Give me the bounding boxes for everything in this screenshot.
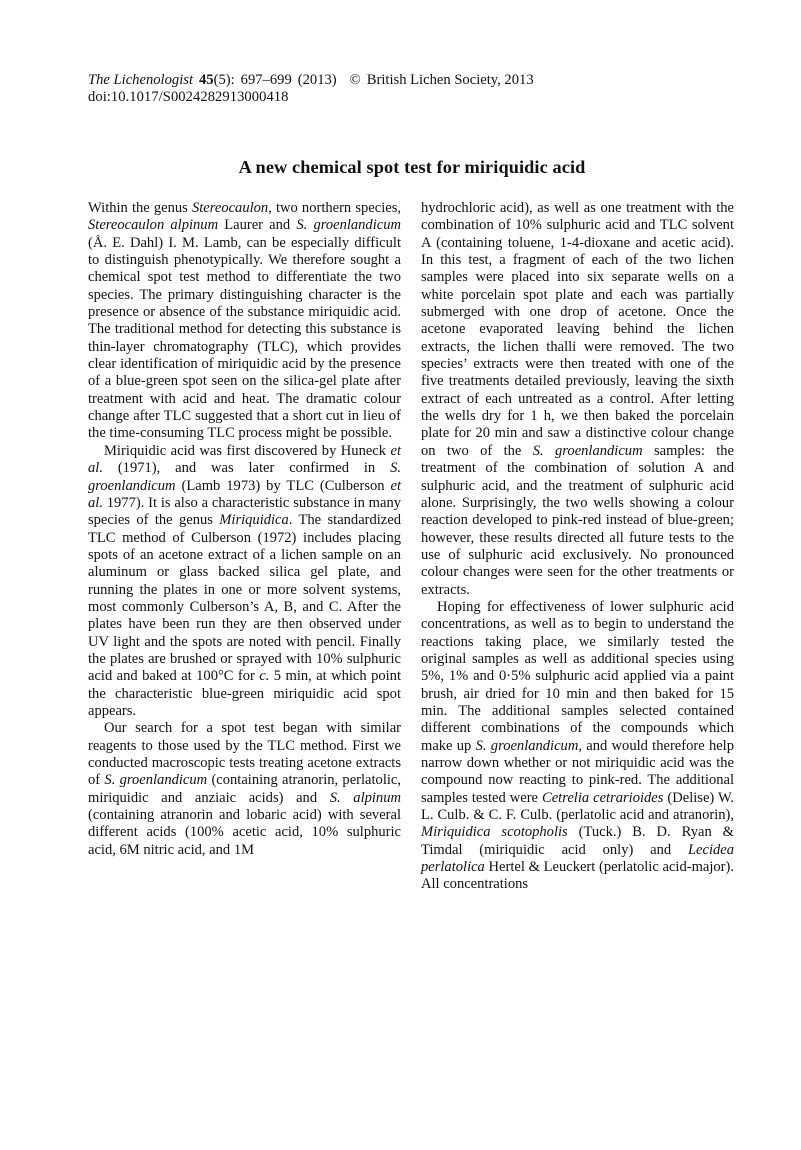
journal-citation-line — [88, 72, 736, 89]
journal-header — [88, 72, 736, 106]
journal-doi: doi:10.1017/S0024282913000418 — [88, 88, 289, 105]
journal-pages: 697–699 — [240, 72, 292, 88]
paragraph: Hoping for effectiveness of lower sulphuric acid concentrations, as well as to begin to understand the reactions taking place, we similarly tested the original samples as well as additional species using 5%, 1% and 0·5% sulphuric acid applied via a paint brush, air dried for 10 min and then baked for 15 min. The additional samples selected contained different combinations of the compounds which make up S. groenlandicum, and would therefore help narrow down whether or not miriquidic acid was the compound now reacting to pink-red. The additional samples tested were Cetrelia cetrarioides (Delise) W. L. Culb. & C. F. Culb. (perlatolic acid and atranorin), Miriquidica scotopholis (Tuck.) B. D. Ryan & Timdal (miriquidic acid only) and Lecidea perlatolica Hertel & Leuckert (perlatolic acid-major). All concentrations — [421, 598, 734, 893]
paragraph: Within the genus Stereocaulon, two northern species, Stereocaulon alpinum Laurer and S. groenlandicum (Å. E. Dahl) I. M. Lamb, can be especially difficult to distinguish phenotypically. We therefore sought a chemical spot test method to differentiate the two species. The primary distinguishing character is the presence or absence of the substance miriquidic acid. The traditional method for detecting this substance is thin-layer chromatography (TLC), which provides clear identification of miriquidic acid by the presence of a blue-green spot seen on the silica-gel plate after treatment with acid and heat. The dramatic colour change after TLC suggested that a short cut in lieu of the time-consuming TLC process might be possible. — [88, 200, 401, 442]
journal-name: The Lichenologist — [88, 72, 193, 88]
paragraph: Our search for a spot test began with similar reagents to those used by the TLC method. First we conducted macroscopic tests treating acetone extracts of S. groenlandicum (containing atranorin, perlatolic, miriquidic and anziaic acids) and S. alpinum (containing atranorin and lobaric acid) with several different acids (100% acetic acid, 10% sulphuric acid, 6M nitric acid, and 1M — [88, 720, 401, 858]
copyright-icon: © — [349, 72, 361, 88]
left-column — [88, 200, 401, 894]
journal-volume: 45 — [199, 72, 214, 88]
right-column — [421, 200, 734, 894]
journal-year: (2013) — [297, 72, 337, 88]
paragraph: hydrochloric acid), as well as one treatment with the combination of 10% sulphuric acid and TLC solvent A (containing toluene, 1-4-dioxane and acetic acid). In this test, a fragment of each of the two lichen samples were placed into six separate wells on a white porcelain spot plate and each was partially submerged with one drop of acetone. Once the acetone evaporated leaving behind the lichen extracts, the lichen thalli were removed. The two species’ extracts were then treated with one of the five treatments detailed previously, leaving the sixth extract of each untreated as a control. After letting the wells dry for 1 h, we then baked the porcelain plate for 20 min and saw a distinctive colour change on two of the S. groenlandicum samples: the treatment of the combination of solution A and sulphuric acid, and the treatment of sulphuric acid alone. Surprisingly, the two wells showing a colour reaction developed to pink-red instead of blue-green; however, these results directed all future tests to the use of sulphuric acid exclusively. No pronounced colour changes were seen for the other treatments or extracts. — [421, 200, 734, 598]
page-title: A new chemical spot test for miriquidic acid — [238, 157, 586, 178]
article-body — [88, 200, 734, 894]
journal-publisher: British Lichen Society, 2013 — [366, 72, 534, 88]
paragraph: Miriquidic acid was first discovered by Huneck et al. (1971), and was later confirmed in S. groenlandicum (Lamb 1973) by TLC (Culberson et al. 1977). It is also a characteristic substance in many species of the genus Miriquidica. The standardized TLC method of Culberson (1972) includes placing spots of an acetone extract of a lichen sample on an aluminum or glass backed silica gel plate, and running the plates in one or more solvent systems, most commonly Culberson’s A, B, and C. After the plates have been run they are then observed under UV light and the spots are noted with pencil. Finally the plates are brushed or sprayed with 10% sulphuric acid and baked at 100°C for c. 5 min, at which point the characteristic blue-green miriquidic acid spot appears. — [88, 442, 401, 719]
journal-issue: (5): — [213, 72, 235, 88]
